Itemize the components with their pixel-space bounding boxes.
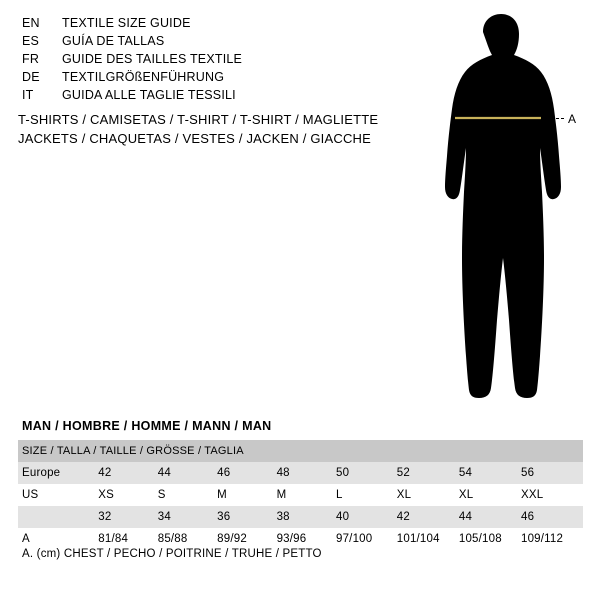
male-silhouette-icon	[400, 8, 600, 408]
footnote-chest-measure: A. (cm) CHEST / PECHO / POITRINE / TRUHE / PETTO	[22, 548, 322, 560]
table-cell: 46	[217, 462, 276, 484]
table-cell: 97/100	[336, 528, 397, 550]
table-cell: XL	[397, 484, 459, 506]
table-cell: 52	[397, 462, 459, 484]
table-cell: 40	[336, 506, 397, 528]
language-code: ES	[22, 34, 40, 48]
table-cell: 50	[336, 462, 397, 484]
table-row	[18, 528, 583, 550]
language-code: DE	[22, 70, 40, 84]
category-lines	[18, 110, 378, 148]
table-cell: XS	[98, 484, 157, 506]
table-row	[18, 506, 583, 528]
table-cell: 32	[98, 506, 157, 528]
table-cell: XXL	[521, 484, 583, 506]
table-cell: 101/104	[397, 528, 459, 550]
table-cell: 56	[521, 462, 583, 484]
language-row	[22, 70, 242, 88]
language-text: TEXTILGRÖßENFÜHRUNG	[62, 70, 225, 84]
category-line-tshirts: T-SHIRTS / CAMISETAS / T-SHIRT / T-SHIRT / MAGLIETTE	[18, 112, 379, 127]
language-header-table	[22, 16, 242, 106]
table-cell: 38	[277, 506, 336, 528]
table-cell: M	[277, 484, 336, 506]
measure-label-a: A	[568, 112, 577, 126]
table-cell: 44	[158, 462, 217, 484]
table-cell: 42	[397, 506, 459, 528]
table-row	[18, 484, 583, 506]
table-cell: XL	[459, 484, 521, 506]
measure-leader-dash	[546, 118, 564, 120]
table-header-row	[18, 440, 583, 462]
table-cell: L	[336, 484, 397, 506]
row-label: US	[18, 484, 98, 506]
table-cell: 93/96	[277, 528, 336, 550]
table-row	[18, 462, 583, 484]
language-text: TEXTILE SIZE GUIDE	[62, 16, 191, 30]
language-text: GUIDA ALLE TAGLIE TESSILI	[62, 88, 236, 102]
row-label: Europe	[18, 462, 98, 484]
row-label	[18, 506, 98, 528]
table-cell: 109/112	[521, 528, 583, 550]
language-row	[22, 16, 242, 34]
table-cell: 54	[459, 462, 521, 484]
language-row	[22, 34, 242, 52]
table-cell: 44	[459, 506, 521, 528]
language-code: IT	[22, 88, 34, 102]
table-cell: 81/84	[98, 528, 157, 550]
language-code: EN	[22, 16, 40, 30]
table-cell: 89/92	[217, 528, 276, 550]
table-cell: 105/108	[459, 528, 521, 550]
table-cell: 34	[158, 506, 217, 528]
size-table	[18, 440, 583, 550]
language-row	[22, 88, 242, 106]
language-code: FR	[22, 52, 40, 66]
table-cell: 36	[217, 506, 276, 528]
language-row	[22, 52, 242, 70]
language-text: GUIDE DES TAILLES TEXTILE	[62, 52, 243, 66]
table-cell: 46	[521, 506, 583, 528]
body-figure	[400, 8, 600, 408]
table-cell: 48	[277, 462, 336, 484]
table-cell: M	[217, 484, 276, 506]
table-cell: S	[158, 484, 217, 506]
category-line-jackets: JACKETS / CHAQUETAS / VESTES / JACKEN / GIACCHE	[18, 131, 372, 146]
man-section-title: MAN / HOMBRE / HOMME / MANN / MAN	[22, 419, 272, 433]
table-header-label: SIZE / TALLA / TAILLE / GRÖSSE / TAGLIA	[18, 440, 583, 462]
table-cell: 42	[98, 462, 157, 484]
table-cell: 85/88	[158, 528, 217, 550]
language-text: GUÍA DE TALLAS	[62, 34, 165, 48]
row-label: A	[18, 528, 98, 550]
